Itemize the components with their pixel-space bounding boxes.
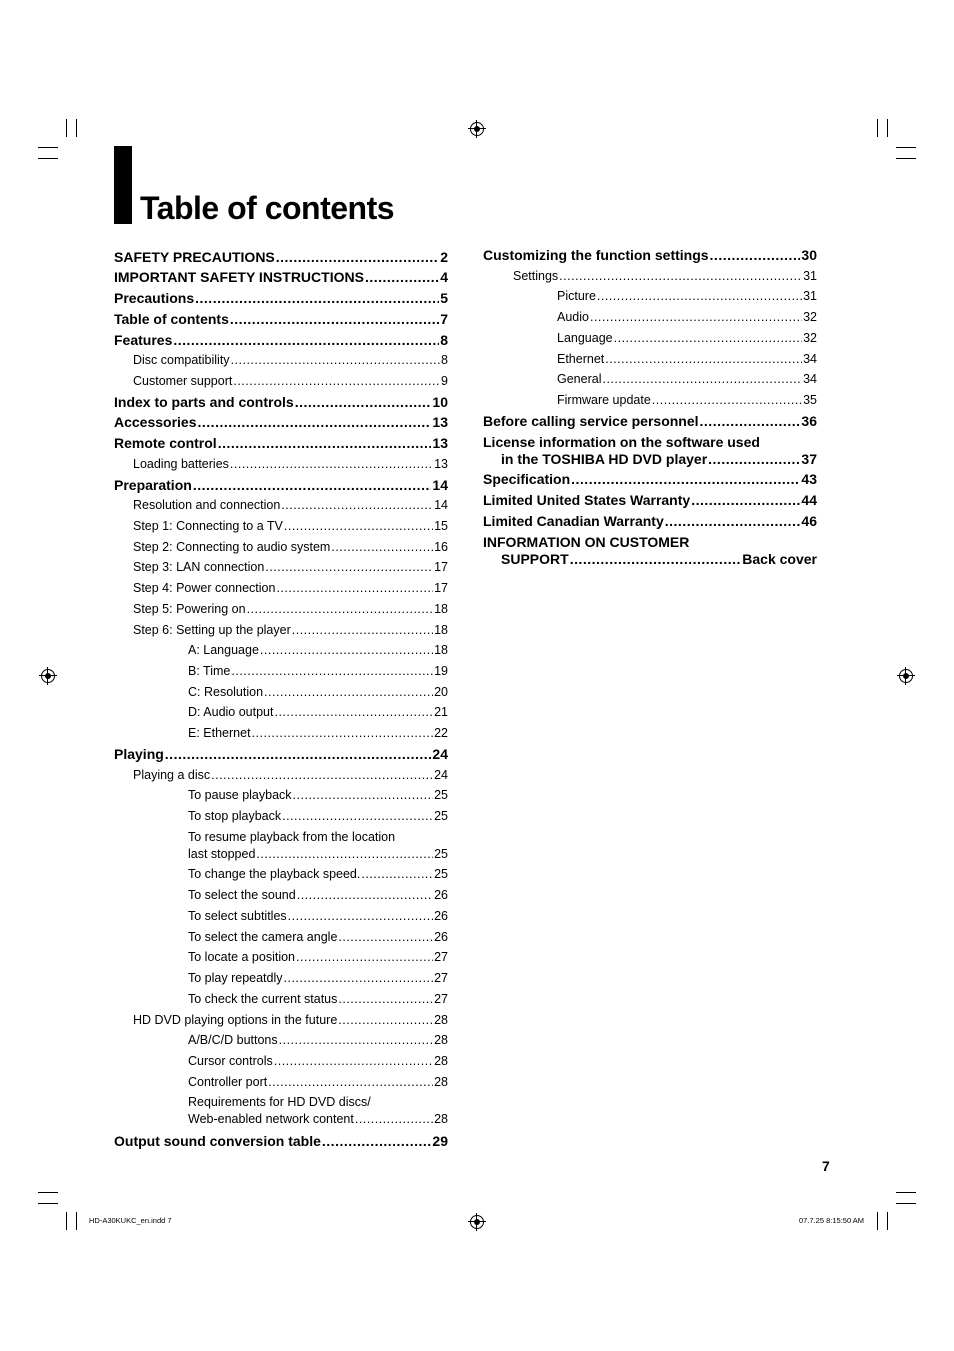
toc-entry: [483, 247, 817, 263]
toc-entry-label: To locate a position: [188, 950, 296, 964]
toc-entry-label: Settings: [513, 269, 559, 283]
toc-entry-page: 28: [434, 1033, 448, 1047]
toc-entry-label: Preparation: [114, 477, 192, 493]
dot-leader: [288, 908, 433, 924]
dot-leader: [198, 414, 432, 430]
dot-leader: [230, 456, 433, 472]
toc-entry-page: 28: [434, 1112, 448, 1126]
toc-entry-page: 34: [803, 372, 817, 386]
toc-entry: [557, 371, 817, 387]
toc-entry-label: Playing a disc: [133, 768, 211, 782]
toc-entry: [513, 268, 817, 284]
toc-entry-page: 18: [434, 602, 448, 616]
dot-leader: [710, 247, 801, 263]
toc-entry-page: 14: [432, 477, 448, 493]
dot-leader: [173, 332, 439, 348]
toc-entry-label: Cursor controls: [188, 1054, 273, 1068]
toc-entry-label: Loading batteries: [133, 457, 229, 471]
toc-entry-label: Picture: [557, 289, 596, 303]
dot-leader: [264, 684, 433, 700]
toc-entry-page: 9: [441, 374, 448, 388]
toc-entry-page: 32: [803, 331, 817, 345]
toc-entry-page: 35: [803, 393, 817, 407]
registration-mark-bottom: [470, 1215, 484, 1229]
dot-leader: [652, 392, 802, 408]
toc-entry-label: To change the playback speed.: [188, 867, 361, 881]
registration-mark-top: [470, 122, 484, 136]
dot-leader: [165, 746, 432, 762]
toc-entry-page: 37: [801, 451, 817, 467]
toc-entry-label: Step 3: LAN connection: [133, 560, 265, 574]
toc-entry: [483, 413, 817, 429]
toc-entry-label: B: Time: [188, 664, 231, 678]
toc-entry: [133, 352, 448, 368]
toc-entry-label: To stop playback: [188, 809, 282, 823]
dot-leader: [571, 471, 800, 487]
toc-entry-label: Before calling service personnel: [483, 413, 699, 429]
dot-leader: [274, 1053, 433, 1069]
dot-leader: [279, 1032, 433, 1048]
toc-entry-label: Step 5: Powering on: [133, 602, 246, 616]
toc-entry: [114, 311, 448, 327]
toc-entry: [114, 332, 448, 348]
toc-entry-page: 27: [434, 992, 448, 1006]
dot-leader: [295, 394, 432, 410]
dot-leader: [284, 518, 433, 534]
dot-leader: [276, 580, 433, 596]
toc-entry-page: 10: [432, 394, 448, 410]
dot-leader: [233, 373, 440, 389]
toc-entry-page: 30: [801, 247, 817, 263]
toc-entry-label: A: Language: [188, 643, 259, 657]
toc-entry-label: To select the camera angle: [188, 930, 338, 944]
toc-entry-label: Firmware update: [557, 393, 651, 407]
toc-entry-label: Ethernet: [557, 352, 605, 366]
footer-timestamp: 07.7.25 8:15:50 AM: [799, 1216, 865, 1225]
toc-entry-page: Back cover: [742, 551, 817, 567]
toc-entry-page: 28: [434, 1013, 448, 1027]
toc-entry: [114, 249, 448, 265]
toc-entry: [114, 477, 448, 493]
toc-entry-label: Web-enabled network content: [188, 1112, 354, 1126]
dot-leader: [193, 477, 432, 493]
toc-entry: [133, 1012, 448, 1028]
toc-entry-page: 46: [801, 513, 817, 529]
dot-leader: [282, 808, 433, 824]
toc-entry: [114, 746, 448, 762]
toc-entry: [188, 1111, 448, 1127]
dot-leader: [252, 725, 434, 741]
dot-leader: [265, 559, 433, 575]
toc-entry: [133, 497, 448, 513]
toc-entry-page: 43: [801, 471, 817, 487]
toc-entry-label: Playing: [114, 746, 164, 762]
dot-leader: [276, 249, 439, 265]
toc-entry-label: Index to parts and controls: [114, 394, 294, 410]
toc-entry: [133, 456, 448, 472]
toc-entry-page: 8: [441, 353, 448, 367]
toc-entry-page: 4: [440, 269, 448, 285]
toc-entry-label: Table of contents: [114, 311, 229, 327]
toc-entry-label: C: Resolution: [188, 685, 264, 699]
toc-entry-label: HD DVD playing options in the future: [133, 1013, 338, 1027]
toc-entry-page: 17: [434, 581, 448, 595]
toc-entry-label: Language: [557, 331, 613, 345]
toc-entry-label: Step 6: Setting up the player: [133, 623, 291, 637]
toc-entry-label: INFORMATION ON CUSTOMER: [483, 534, 690, 550]
toc-entry-label: in the TOSHIBA HD DVD player: [501, 451, 708, 467]
toc-entry: [188, 642, 448, 658]
toc-entry-page: 26: [434, 909, 448, 923]
toc-entry-label: Step 2: Connecting to audio system: [133, 540, 331, 554]
toc-entry-label: Precautions: [114, 290, 195, 306]
dot-leader: [195, 290, 439, 306]
toc-entry-label: E: Ethernet: [188, 726, 251, 740]
registration-mark-right: [899, 669, 913, 683]
toc-entry: [501, 451, 817, 467]
dot-leader: [605, 351, 802, 367]
dot-leader: [590, 309, 802, 325]
toc-entry: [557, 288, 817, 304]
toc-entry-page: 13: [434, 457, 448, 471]
toc-entry-label: To play repeatdly: [188, 971, 283, 985]
toc-entry: [557, 392, 817, 408]
toc-entry: [188, 887, 448, 903]
toc-entry-label: D: Audio output: [188, 705, 274, 719]
dot-leader: [602, 371, 802, 387]
dot-leader: [231, 352, 440, 368]
toc-entry-label: Features: [114, 332, 173, 348]
dot-leader: [231, 663, 433, 679]
toc-entry: [188, 704, 448, 720]
dot-leader: [614, 330, 802, 346]
toc-entry-page: 27: [434, 971, 448, 985]
toc-entry-page: 26: [434, 888, 448, 902]
toc-entry: [114, 394, 448, 410]
toc-entry-label: last stopped: [188, 847, 256, 861]
toc-entry: [114, 269, 448, 285]
toc-entry-label: License information on the software used: [483, 434, 760, 450]
toc-entry-label: SUPPORT: [501, 551, 569, 567]
toc-entry-page: 13: [432, 435, 448, 451]
toc-entry-page: 16: [434, 540, 448, 554]
toc-entry-page: 31: [803, 289, 817, 303]
dot-leader: [570, 551, 742, 567]
toc-entry: [133, 518, 448, 534]
toc-entry-page: 5: [440, 290, 448, 306]
toc-entry: [188, 1053, 448, 1069]
toc-entry: [188, 991, 448, 1007]
toc-entry-label: To pause playback: [188, 788, 292, 802]
toc-entry-page: 13: [432, 414, 448, 430]
toc-entry-label: Limited United States Warranty: [483, 492, 691, 508]
toc-entry-page: 32: [803, 310, 817, 324]
toc-entry-page: 15: [434, 519, 448, 533]
dot-leader: [260, 642, 433, 658]
toc-entry: [188, 808, 448, 824]
toc-entry-label: Resolution and connection: [133, 498, 281, 512]
toc-entry-page: 19: [434, 664, 448, 678]
toc-entry-label: IMPORTANT SAFETY INSTRUCTIONS: [114, 269, 364, 285]
toc-entry-label: Step 1: Connecting to a TV: [133, 519, 283, 533]
toc-entry-page: 24: [432, 746, 448, 762]
toc-entry-page: 25: [434, 847, 448, 861]
toc-entry: [133, 539, 448, 555]
toc-entry: [557, 351, 817, 367]
dot-leader: [708, 451, 800, 467]
toc-entry-page: 14: [434, 498, 448, 512]
toc-entry-page: 34: [803, 352, 817, 366]
toc-entry-page: 44: [801, 492, 817, 508]
toc-entry: [557, 309, 817, 325]
toc-entry-label: Requirements for HD DVD discs/: [188, 1095, 371, 1109]
toc-entry: [501, 551, 817, 567]
toc-entry-label: To select the sound: [188, 888, 296, 902]
toc-entry: [188, 1032, 448, 1048]
toc-entry-page: 22: [434, 726, 448, 740]
page-number: 7: [822, 1158, 830, 1174]
toc-entry-page: 24: [434, 768, 448, 782]
dot-leader: [211, 767, 433, 783]
dot-leader: [355, 1111, 433, 1127]
toc-entry-page: 18: [434, 643, 448, 657]
toc-entry: [133, 559, 448, 575]
dot-leader: [256, 846, 433, 862]
toc-entry: [133, 767, 448, 783]
toc-entry-page: 29: [432, 1133, 448, 1149]
toc-entry-page: 7: [440, 311, 448, 327]
dot-leader: [274, 704, 433, 720]
toc-entry-label: General: [557, 372, 602, 386]
toc-entry: [133, 580, 448, 596]
toc-entry-page: 21: [434, 705, 448, 719]
toc-entry: [114, 290, 448, 306]
toc-entry-label: To select subtitles: [188, 909, 287, 923]
dot-leader: [331, 539, 433, 555]
toc-entry: [483, 471, 817, 487]
toc-entry: [188, 908, 448, 924]
toc-entry: [114, 435, 448, 451]
toc-entry: [188, 663, 448, 679]
toc-entry: [188, 949, 448, 965]
dot-leader: [293, 787, 434, 803]
toc-entry: [483, 492, 817, 508]
toc-entry-page: 17: [434, 560, 448, 574]
dot-leader: [691, 492, 800, 508]
toc-entry-label: A/B/C/D buttons: [188, 1033, 278, 1047]
toc-entry-label: Remote control: [114, 435, 217, 451]
toc-entry-page: 25: [434, 867, 448, 881]
toc-entry: [114, 1133, 448, 1149]
toc-entry-page: 18: [434, 623, 448, 637]
page-title: Table of contents: [140, 190, 395, 226]
toc-entry: [133, 601, 448, 617]
dot-leader: [597, 288, 802, 304]
toc-entry: [188, 846, 448, 862]
dot-leader: [281, 497, 433, 513]
dot-leader: [665, 513, 801, 529]
toc-entry-label: Customizing the function settings: [483, 247, 709, 263]
dot-leader: [700, 413, 801, 429]
registration-mark-left: [41, 669, 55, 683]
toc-entry-label: Specification: [483, 471, 571, 487]
toc-entry: [188, 787, 448, 803]
toc-entry-page: 27: [434, 950, 448, 964]
toc-entry-page: 25: [434, 788, 448, 802]
dot-leader: [268, 1074, 433, 1090]
toc-entry-page: 8: [440, 332, 448, 348]
dot-leader: [284, 970, 434, 986]
dot-leader: [292, 622, 433, 638]
dot-leader: [218, 435, 432, 451]
dot-leader: [365, 269, 439, 285]
dot-leader: [247, 601, 434, 617]
toc-entry-label: Accessories: [114, 414, 197, 430]
toc-entry: [188, 725, 448, 741]
title-bar: [114, 146, 132, 224]
toc-entry: [133, 373, 448, 389]
toc-entry-page: 20: [434, 685, 448, 699]
dot-leader: [361, 866, 433, 882]
dot-leader: [297, 887, 433, 903]
dot-leader: [338, 1012, 433, 1028]
dot-leader: [338, 929, 433, 945]
dot-leader: [296, 949, 433, 965]
toc-entry: [483, 513, 817, 529]
toc-entry: [114, 414, 448, 430]
dot-leader: [338, 991, 433, 1007]
toc-entry-page: 28: [434, 1054, 448, 1068]
toc-entry-label: Limited Canadian Warranty: [483, 513, 664, 529]
toc-entry-page: 25: [434, 809, 448, 823]
toc-entry: [188, 866, 448, 882]
toc-entry-page: 26: [434, 930, 448, 944]
toc-entry-page: 28: [434, 1075, 448, 1089]
toc-entry-label: Step 4: Power connection: [133, 581, 276, 595]
toc-entry-label: Controller port: [188, 1075, 268, 1089]
toc-entry-page: 36: [801, 413, 817, 429]
toc-entry-label: Customer support: [133, 374, 233, 388]
toc-entry-page: 2: [440, 249, 448, 265]
toc-entry-label: To resume playback from the location: [188, 830, 396, 844]
toc-entry-label: Output sound conversion table: [114, 1133, 321, 1149]
toc-entry: [188, 929, 448, 945]
footer-file-name: HD-A30KUKC_en.indd 7: [89, 1216, 172, 1225]
dot-leader: [322, 1133, 432, 1149]
toc-entry-label: To check the current status: [188, 992, 338, 1006]
toc-entry-label: Audio: [557, 310, 589, 324]
toc-entry-page: 31: [803, 269, 817, 283]
toc-entry-label: Disc compatibility: [133, 353, 230, 367]
toc-entry: [188, 970, 448, 986]
toc-entry: [557, 330, 817, 346]
toc-entry: [133, 622, 448, 638]
toc-entry: [188, 684, 448, 700]
toc-entry-label: SAFETY PRECAUTIONS: [114, 249, 275, 265]
toc-entry: [188, 1074, 448, 1090]
dot-leader: [559, 268, 802, 284]
dot-leader: [230, 311, 439, 327]
